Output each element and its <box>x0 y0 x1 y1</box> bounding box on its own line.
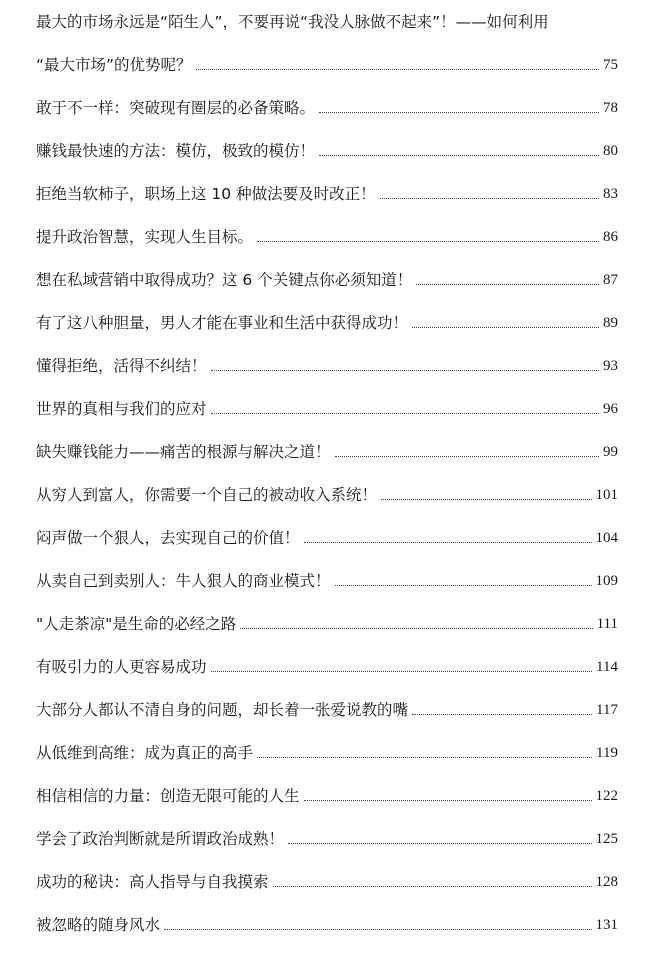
toc-entry[interactable] <box>36 634 618 677</box>
dot-leader <box>211 671 593 672</box>
toc-entry[interactable] <box>36 591 618 634</box>
toc-entry[interactable] <box>36 333 618 376</box>
toc-entry-title: 大部分人都认不清自身的问题，却长着一张爱说教的嘴 <box>36 701 409 719</box>
toc-entry[interactable] <box>36 32 618 75</box>
dot-leader <box>273 886 592 887</box>
toc-entry-title: 有吸引力的人更容易成功 <box>36 658 207 676</box>
dot-leader <box>304 542 592 543</box>
dot-leader <box>304 800 592 801</box>
toc-page-number: 96 <box>603 401 618 417</box>
toc-entry[interactable] <box>36 505 618 548</box>
dot-leader <box>164 929 591 930</box>
dot-leader <box>412 714 592 715</box>
toc-entry-title: 被忽略的随身风水 <box>36 916 161 934</box>
dot-leader <box>288 843 591 844</box>
toc-entry[interactable] <box>36 806 618 849</box>
toc-entry[interactable] <box>36 720 618 763</box>
toc-page-number: 114 <box>596 659 618 675</box>
toc-entry[interactable] <box>36 677 618 720</box>
toc-entry[interactable] <box>36 763 618 806</box>
toc-entry-title: 拒绝当软柿子，职场上这 10 种做法要及时改正！ <box>36 185 376 203</box>
dot-leader <box>380 198 599 199</box>
dot-leader <box>196 69 599 70</box>
dot-leader <box>412 327 599 328</box>
toc-entry[interactable] <box>36 892 618 935</box>
toc-page-number: 87 <box>603 272 618 288</box>
toc-page-number: 117 <box>596 702 618 718</box>
dot-leader <box>211 370 599 371</box>
dot-leader <box>257 241 599 242</box>
toc-page-number: 78 <box>603 100 618 116</box>
toc-page-number: 122 <box>595 788 618 804</box>
toc-entry-title: 相信相信的力量：创造无限可能的人生 <box>36 787 300 805</box>
toc-entry[interactable] <box>36 204 618 247</box>
toc-entry[interactable] <box>36 118 618 161</box>
toc-entry-title: "人走茶凉"是生命的必经之路 <box>36 615 237 633</box>
toc-entry[interactable] <box>36 548 618 591</box>
toc-entry-title: 提升政治智慧，实现人生目标。 <box>36 228 254 246</box>
toc-entry-line1[interactable] <box>36 0 618 32</box>
toc-entry-title: 成功的秘诀：高人指导与自我摸索 <box>36 873 269 891</box>
toc-entry-title: 赚钱最快速的方法：模仿，极致的模仿！ <box>36 142 316 160</box>
toc-entry-title: 缺失赚钱能力——痛苦的根源与解决之道！ <box>36 443 331 461</box>
toc-page-number: 125 <box>595 831 618 847</box>
toc-page-number: 86 <box>603 229 618 245</box>
toc-entry-title: 从穷人到富人，你需要一个自己的被动收入系统！ <box>36 486 378 504</box>
toc-entry-title: 闷声做一个狠人，去实现自己的价值！ <box>36 529 300 547</box>
dot-leader <box>381 499 591 500</box>
dot-leader <box>257 757 592 758</box>
toc-page-number: 80 <box>603 143 618 159</box>
dot-leader <box>335 456 599 457</box>
toc-entry-title: 从卖自己到卖别人：牛人狠人的商业模式！ <box>36 572 331 590</box>
toc-entry-title: 从低维到高维：成为真正的高手 <box>36 744 254 762</box>
toc-page-number: 128 <box>595 874 618 890</box>
toc-entry-title: 世界的真相与我们的应对 <box>36 400 207 418</box>
toc-entry[interactable] <box>36 161 618 204</box>
dot-leader <box>335 585 592 586</box>
dot-leader <box>211 413 599 414</box>
toc-page-number: 89 <box>603 315 618 331</box>
toc-page-number: 99 <box>603 444 618 460</box>
toc-entry-title: 最大的市场永远是“陌生人”，不要再说“我没人脉做不起来”！——如何利用 <box>36 13 549 31</box>
toc-entry-title: “最大市场”的优势呢？ <box>36 56 192 74</box>
toc-entry-list <box>36 75 618 935</box>
toc-entry[interactable] <box>36 376 618 419</box>
toc-page-number: 131 <box>595 917 618 933</box>
dot-leader <box>319 112 599 113</box>
toc-entry-title: 懂得拒绝，活得不纠结！ <box>36 357 207 375</box>
toc-entry[interactable] <box>36 290 618 333</box>
toc-page-number: 111 <box>596 616 618 632</box>
toc-entry[interactable] <box>36 849 618 892</box>
toc-entry[interactable] <box>36 247 618 290</box>
toc-page-number: 109 <box>595 573 618 589</box>
toc-entry-title: 想在私域营销中取得成功？这 6 个关键点你必须知道！ <box>36 271 413 289</box>
toc-page-number: 93 <box>603 358 618 374</box>
toc-entry[interactable] <box>36 419 618 462</box>
toc-entry-title: 学会了政治判断就是所谓政治成熟！ <box>36 830 285 848</box>
toc-page-number: 75 <box>603 57 618 73</box>
dot-leader <box>416 284 599 285</box>
toc-entry-title: 敢于不一样：突破现有圈层的必备策略。 <box>36 99 316 117</box>
toc-entry-title: 有了这八种胆量，男人才能在事业和生活中获得成功！ <box>36 314 409 332</box>
toc-page-number: 104 <box>595 530 618 546</box>
toc-entry[interactable] <box>36 462 618 505</box>
toc-page-number: 119 <box>596 745 618 761</box>
dot-leader <box>319 155 599 156</box>
dot-leader <box>240 628 592 629</box>
toc-entry[interactable] <box>36 75 618 118</box>
toc-page-number: 101 <box>595 487 618 503</box>
toc-page-number: 83 <box>603 186 618 202</box>
table-of-contents <box>36 0 618 935</box>
